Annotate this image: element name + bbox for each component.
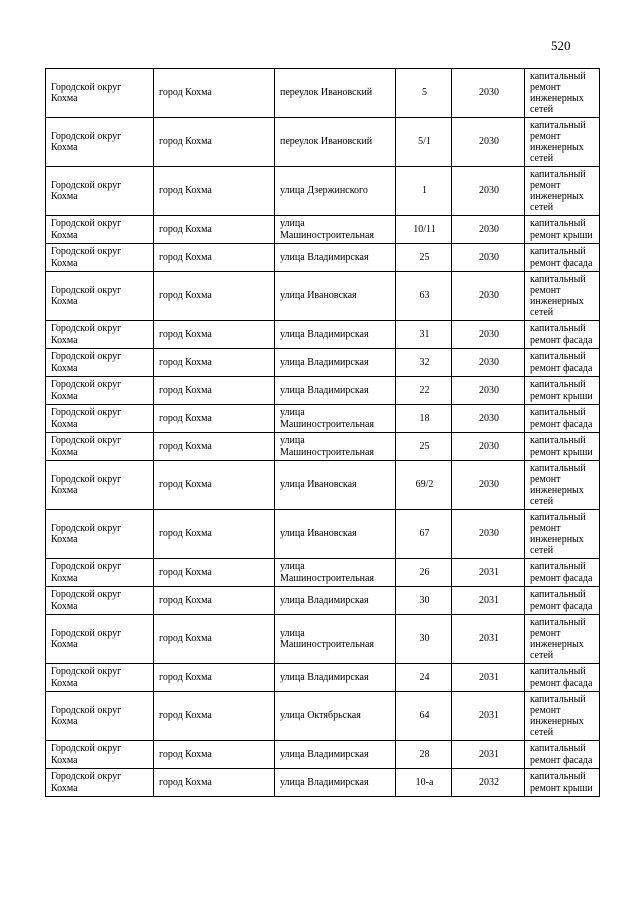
table-row [46,615,600,664]
municipality-cell: Городской округ Кохма [46,559,154,587]
municipality-cell: Городской округ Кохма [46,216,154,244]
house-number-cell: 5 [396,69,452,118]
municipality-cell: Городской округ Кохма [46,769,154,797]
street-cell: улица Владимирская [275,664,396,692]
work-type-cell: капитальный ремонт инженерных сетей [525,461,600,510]
settlement-cell: город Кохма [154,321,275,349]
municipality-cell: Городской округ Кохма [46,69,154,118]
settlement-cell: город Кохма [154,377,275,405]
work-type-cell: капитальный ремонт инженерных сетей [525,692,600,741]
work-type-cell: капитальный ремонт фасада [525,741,600,769]
repair-schedule-table [45,68,600,797]
street-cell: переулок Ивановский [275,69,396,118]
street-cell: улица Машиностроительная [275,405,396,433]
year-cell: 2032 [452,769,525,797]
street-cell: улица Машиностроительная [275,433,396,461]
table-body [46,69,600,797]
table-row [46,461,600,510]
table-row [46,433,600,461]
settlement-cell: город Кохма [154,272,275,321]
table-row [46,377,600,405]
page-number: 520 [551,38,571,53]
street-cell: улица Дзержинского [275,167,396,216]
year-cell: 2030 [452,272,525,321]
table-row [46,349,600,377]
table-row [46,559,600,587]
street-cell: улица Ивановская [275,461,396,510]
house-number-cell: 5/1 [396,118,452,167]
table-row [46,272,600,321]
work-type-cell: капитальный ремонт фасада [525,321,600,349]
municipality-cell: Городской округ Кохма [46,741,154,769]
house-number-cell: 10-а [396,769,452,797]
street-cell: улица Ивановская [275,510,396,559]
municipality-cell: Городской округ Кохма [46,692,154,741]
settlement-cell: город Кохма [154,349,275,377]
work-type-cell: капитальный ремонт фасада [525,559,600,587]
settlement-cell: город Кохма [154,433,275,461]
settlement-cell: город Кохма [154,741,275,769]
house-number-cell: 25 [396,433,452,461]
year-cell: 2030 [452,244,525,272]
year-cell: 2031 [452,587,525,615]
street-cell: улица Владимирская [275,741,396,769]
house-number-cell: 64 [396,692,452,741]
year-cell: 2030 [452,510,525,559]
municipality-cell: Городской округ Кохма [46,587,154,615]
settlement-cell: город Кохма [154,461,275,510]
work-type-cell: капитальный ремонт фасада [525,244,600,272]
settlement-cell: город Кохма [154,167,275,216]
table-row [46,244,600,272]
work-type-cell: капитальный ремонт фасада [525,349,600,377]
work-type-cell: капитальный ремонт крыши [525,377,600,405]
settlement-cell: город Кохма [154,587,275,615]
year-cell: 2031 [452,615,525,664]
street-cell: улица Владимирская [275,321,396,349]
settlement-cell: город Кохма [154,559,275,587]
work-type-cell: капитальный ремонт инженерных сетей [525,167,600,216]
municipality-cell: Городской округ Кохма [46,244,154,272]
municipality-cell: Городской округ Кохма [46,433,154,461]
table-row [46,587,600,615]
house-number-cell: 32 [396,349,452,377]
work-type-cell: капитальный ремонт фасада [525,664,600,692]
year-cell: 2030 [452,69,525,118]
year-cell: 2031 [452,559,525,587]
street-cell: улица Машиностроительная [275,559,396,587]
street-cell: улица Владимирская [275,587,396,615]
house-number-cell: 18 [396,405,452,433]
settlement-cell: город Кохма [154,244,275,272]
work-type-cell: капитальный ремонт крыши [525,433,600,461]
house-number-cell: 31 [396,321,452,349]
street-cell: переулок Ивановский [275,118,396,167]
street-cell: улица Владимирская [275,244,396,272]
work-type-cell: капитальный ремонт фасада [525,587,600,615]
municipality-cell: Городской округ Кохма [46,510,154,559]
work-type-cell: капитальный ремонт крыши [525,216,600,244]
work-type-cell: капитальный ремонт инженерных сетей [525,615,600,664]
year-cell: 2030 [452,377,525,405]
year-cell: 2030 [452,461,525,510]
table-row [46,692,600,741]
table-row [46,69,600,118]
table-row [46,405,600,433]
table-row [46,664,600,692]
year-cell: 2030 [452,349,525,377]
municipality-cell: Городской округ Кохма [46,405,154,433]
municipality-cell: Городской округ Кохма [46,118,154,167]
table-row [46,769,600,797]
municipality-cell: Городской округ Кохма [46,167,154,216]
house-number-cell: 1 [396,167,452,216]
settlement-cell: город Кохма [154,769,275,797]
table-row [46,510,600,559]
work-type-cell: капитальный ремонт фасада [525,405,600,433]
table-row [46,167,600,216]
municipality-cell: Городской округ Кохма [46,321,154,349]
street-cell: улица Машиностроительная [275,216,396,244]
street-cell: улица Ивановская [275,272,396,321]
house-number-cell: 26 [396,559,452,587]
house-number-cell: 22 [396,377,452,405]
house-number-cell: 10/11 [396,216,452,244]
house-number-cell: 25 [396,244,452,272]
municipality-cell: Городской округ Кохма [46,664,154,692]
year-cell: 2031 [452,664,525,692]
street-cell: улица Владимирская [275,769,396,797]
table-row [46,741,600,769]
year-cell: 2030 [452,167,525,216]
settlement-cell: город Кохма [154,216,275,244]
house-number-cell: 67 [396,510,452,559]
year-cell: 2030 [452,321,525,349]
year-cell: 2030 [452,118,525,167]
house-number-cell: 69/2 [396,461,452,510]
house-number-cell: 30 [396,615,452,664]
street-cell: улица Октябрьская [275,692,396,741]
settlement-cell: город Кохма [154,118,275,167]
work-type-cell: капитальный ремонт инженерных сетей [525,272,600,321]
year-cell: 2031 [452,741,525,769]
settlement-cell: город Кохма [154,405,275,433]
street-cell: улица Владимирская [275,349,396,377]
house-number-cell: 28 [396,741,452,769]
street-cell: улица Владимирская [275,377,396,405]
house-number-cell: 24 [396,664,452,692]
settlement-cell: город Кохма [154,615,275,664]
work-type-cell: капитальный ремонт инженерных сетей [525,510,600,559]
settlement-cell: город Кохма [154,510,275,559]
year-cell: 2030 [452,433,525,461]
municipality-cell: Городской округ Кохма [46,377,154,405]
municipality-cell: Городской округ Кохма [46,615,154,664]
table-row [46,321,600,349]
work-type-cell: капитальный ремонт инженерных сетей [525,69,600,118]
municipality-cell: Городской округ Кохма [46,272,154,321]
work-type-cell: капитальный ремонт крыши [525,769,600,797]
house-number-cell: 63 [396,272,452,321]
settlement-cell: город Кохма [154,692,275,741]
table-row [46,118,600,167]
work-type-cell: капитальный ремонт инженерных сетей [525,118,600,167]
year-cell: 2031 [452,692,525,741]
year-cell: 2030 [452,405,525,433]
house-number-cell: 30 [396,587,452,615]
settlement-cell: город Кохма [154,69,275,118]
municipality-cell: Городской округ Кохма [46,349,154,377]
table-row [46,216,600,244]
street-cell: улица Машиностроительная [275,615,396,664]
year-cell: 2030 [452,216,525,244]
settlement-cell: город Кохма [154,664,275,692]
municipality-cell: Городской округ Кохма [46,461,154,510]
